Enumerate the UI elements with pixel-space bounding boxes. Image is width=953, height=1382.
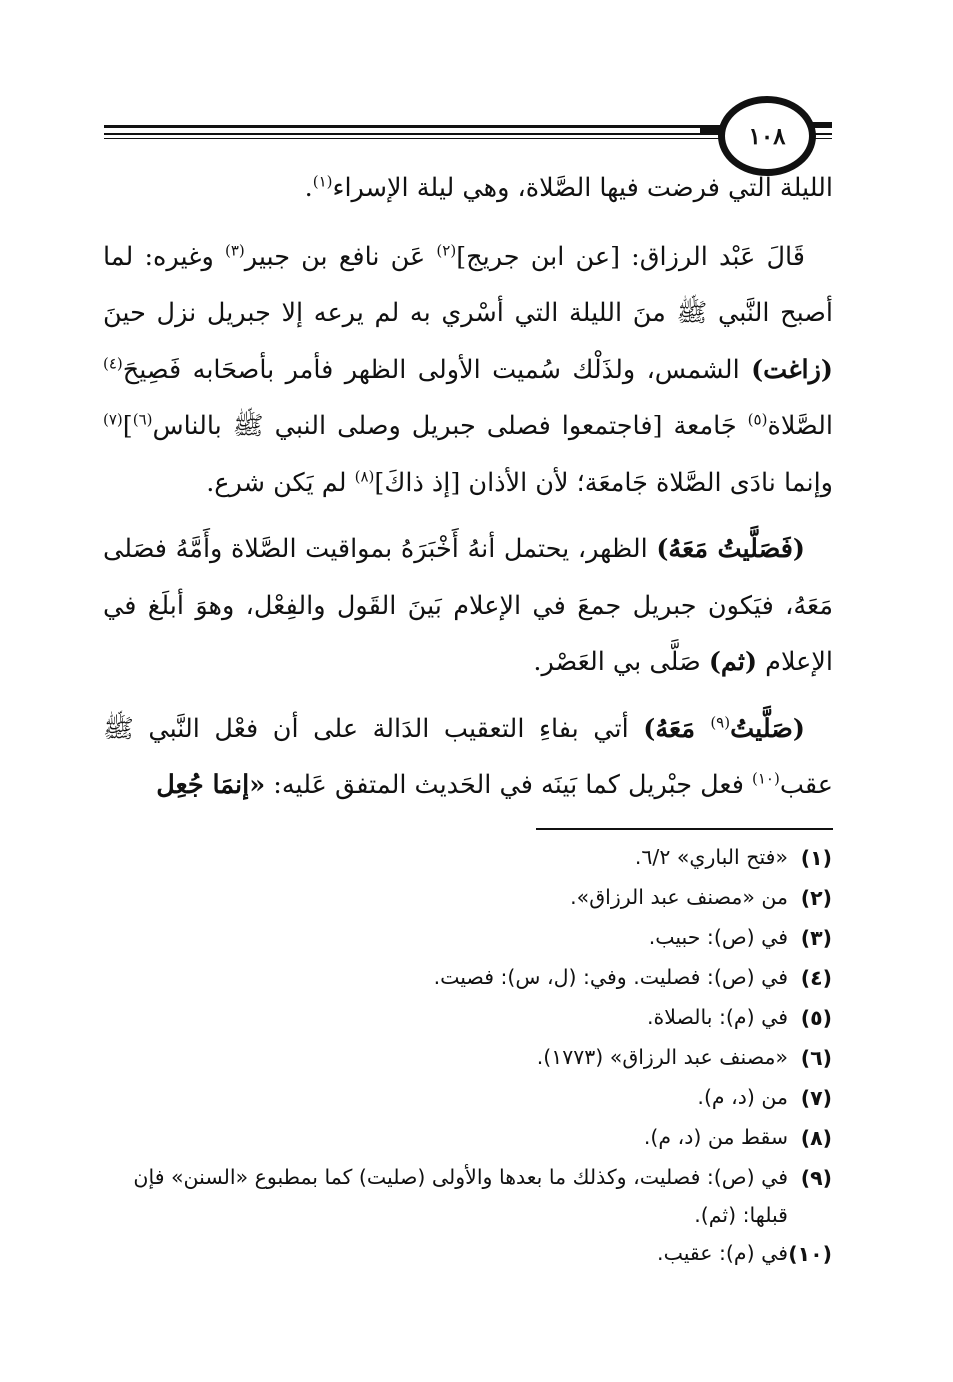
footnote-text: سقط من (د، م). — [643, 1125, 788, 1149]
footnote-item — [104, 1078, 832, 1118]
bold-quote: (فَصَلَّيتُ مَعَهُ) — [656, 534, 805, 564]
footnote-number: (١) — [800, 846, 832, 870]
footnote-item — [104, 1038, 832, 1078]
footnote-text: «مصنف عبد الرزاق» (١٧٧٣). — [536, 1045, 788, 1069]
bold-quote: (صَلَّيتُ — [730, 713, 805, 744]
footnote-number: (١٠) — [788, 1242, 832, 1266]
footnote-item — [104, 878, 832, 918]
text-run: الليلة التي فرضت فيها الصَّلاة، وهي ليلة الإسراء — [332, 173, 833, 203]
bold-quote: «إنمَا جُعِل — [156, 770, 266, 800]
text-run: الظهر، يحتمل أنهُ أَخْبَرَهُ بمواقيت الصَّلاة وأَمَّهُ فصَلى مَعَهُ، فيَكون جبريل جمعَ في الإعلام بَينَ القَول والفِعْل، وهوَ أبلَغ في الإعلام — [103, 534, 833, 677]
footnote-text: في (ص): فصليت. وفي: (ل، س): فصيت. — [433, 965, 788, 989]
footnote-item — [104, 958, 832, 998]
footnote-text: في (م): بالصلاة. — [647, 1005, 788, 1029]
text-run: جَامعة [فاجتمعوا فصلى جبريل وصلى النبي ﷺ بالناس — [152, 411, 748, 441]
footnote-text: في (م): عقيب. — [657, 1241, 788, 1265]
text-run: الصَّلاة — [767, 411, 833, 441]
text-run: وإنما نادَى الصَّلاة جَامعَة؛ لأن الأذان [إذ ذاكَ] — [374, 467, 833, 498]
bold-quote: (زاغت) — [751, 354, 833, 385]
footnote-text: من (د، م). — [697, 1085, 788, 1109]
paragraph — [103, 701, 833, 814]
bold-quote: مَعَهُ) — [643, 713, 711, 744]
footnote-reference: (٣) — [224, 241, 245, 259]
footnotes — [104, 838, 832, 1274]
footnote-reference: (٩) — [710, 713, 731, 731]
footnote-reference: (١٠) — [752, 769, 780, 788]
text-run: صَلَّى بي العَصْر. — [533, 647, 709, 677]
text-run: لم يَكن شرع. — [206, 467, 355, 498]
footnote-text: في (ص): فصليت، وكذلك ما بعدها والأولى (صليت) كما بمطبوع «السنن» فإن قبلها: (ثم). — [133, 1165, 788, 1227]
footnote-number: (٨) — [800, 1126, 832, 1150]
footnote-number: (٣) — [800, 926, 832, 950]
footnote-item — [104, 1234, 832, 1274]
footnote-text: في (ص): حبيب. — [648, 925, 788, 949]
text-run: . — [304, 173, 313, 203]
footnote-text: من «مصنف عبد الرزاق». — [570, 885, 788, 909]
footnote-number: (٧) — [800, 1086, 832, 1110]
footnote-text: «فتح الباري» ٦/٢. — [634, 845, 788, 869]
footnote-reference: (٨) — [354, 467, 375, 485]
footnote-number: (٩) — [800, 1166, 832, 1190]
text-run: وغيره: لما أصبح النَّبي ﷺ منَ الليلة التي أسْري به لم يرعه إلا جبريل نزل حينَ — [103, 241, 833, 328]
text-run: أتي بفاءِ التعقيب الدَالة على أن فعْل النَّبي ﷺ عقب — [103, 713, 833, 800]
footnote-reference: (٦) — [132, 410, 153, 429]
main-text — [103, 160, 833, 824]
paragraph — [103, 229, 833, 512]
footnote-item — [104, 838, 832, 878]
footnote-item — [104, 1118, 832, 1158]
text-run: عَن نافع بن جبير — [244, 241, 437, 272]
text-run: الشمس، ولذَلْك سُميت الأولى الظهر فأمر بأصحَابه فَصِيحَ — [122, 354, 752, 385]
footnote-item — [104, 918, 832, 958]
footnote-item — [104, 1158, 832, 1234]
footnote-reference: (٥) — [747, 410, 768, 429]
paragraph — [103, 521, 833, 691]
text-run: فعل جبْريل كما بَينَه في الحَديث المتفق عَليه: — [265, 770, 752, 800]
page-number: ١٠٨ — [748, 122, 786, 150]
text-run: ] — [122, 411, 133, 441]
text-run: قَالَ عَبْد الرزاق: [عن ابن جريج] — [456, 241, 805, 272]
footnote-number: (٢) — [800, 886, 832, 910]
footnote-reference: (١) — [312, 172, 333, 191]
footnote-reference: (٧) — [103, 410, 123, 429]
paragraph — [103, 160, 833, 217]
footnote-reference: (٤) — [103, 354, 123, 372]
footnote-reference: (٢) — [436, 241, 457, 259]
footnote-number: (٥) — [800, 1006, 832, 1030]
footnote-item — [104, 998, 832, 1038]
footnote-number: (٦) — [800, 1046, 832, 1070]
footnote-separator — [536, 828, 833, 830]
footnote-number: (٤) — [800, 966, 832, 990]
bold-quote: (ثم) — [708, 647, 758, 677]
